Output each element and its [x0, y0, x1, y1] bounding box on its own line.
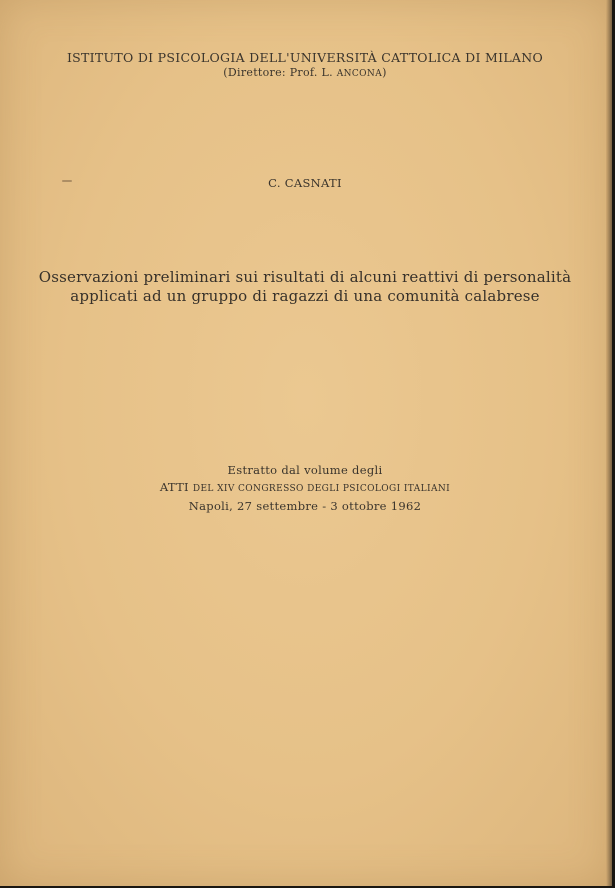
congress-name: DEL XIV CONGRESSO DEGLI PSICOLOGI ITALIANI: [192, 484, 451, 494]
atti-label: ATTI: [159, 480, 193, 494]
director-suffix: ): [382, 66, 387, 79]
extract-line-2: [0, 479, 610, 498]
extract-line-1: Estratto dal volume degli: [227, 463, 383, 477]
institute-heading: ISTITUTO DI PSICOLOGIA DELL'UNIVERSITÀ CATTOLICA DI MILANO: [66, 50, 544, 65]
author-name: C. CASNATI: [268, 176, 342, 190]
extract-line-3: Napoli, 27 settembre - 3 ottobre 1962: [188, 499, 422, 513]
director-line: [0, 66, 610, 79]
title-line-1: Osservazioni preliminari sui risultati di alcuni reattivi di personalità: [38, 268, 572, 286]
title-line-2: applicati ad un gruppo di ragazzi di una comunità calabrese: [70, 287, 540, 305]
director-name: ANCONA: [336, 69, 383, 79]
extract-info: [0, 462, 610, 515]
paper-title: [0, 268, 610, 306]
director-prefix: (Direttore: Prof. L.: [223, 66, 337, 79]
